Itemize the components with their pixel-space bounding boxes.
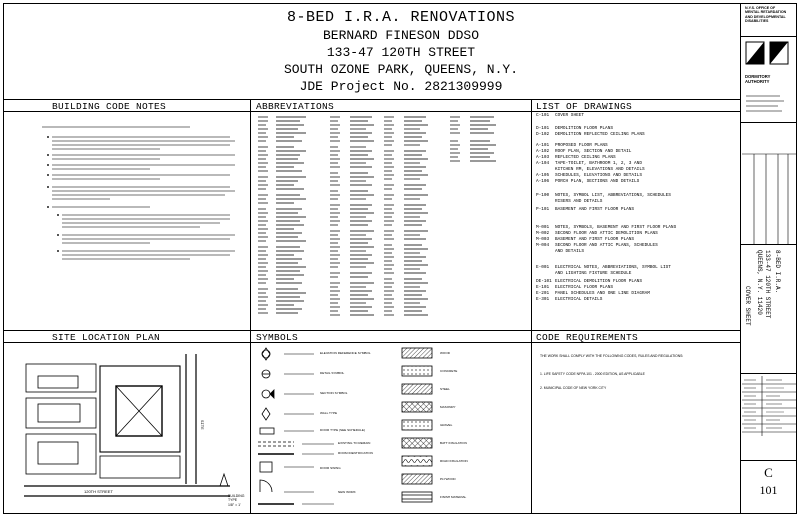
project-header (262, 10, 540, 93)
adjacent-lot (26, 434, 96, 474)
building-type-note: BUILDING TYPE (228, 494, 245, 502)
side-label: SITE (199, 420, 203, 430)
abbreviations-title: ABBREVIATIONS (256, 101, 335, 112)
street-label: 120TH STREET (84, 489, 113, 494)
agency-name: N.Y.S. OFFICE OF MENTAL RETARDATION AND DEVELOPMENTAL DISABILITIES (745, 6, 787, 24)
batt-insulation-swatch (402, 438, 432, 448)
drawing-row[interactable]: E-201 PANEL SCHEDULES AND ONE LINE DIAGRAM (536, 291, 650, 296)
building-code-notes-text (40, 115, 245, 325)
drawing-row[interactable]: P-101 BASEMENT AND FIRST FLOOR PLANS (536, 207, 635, 212)
site-plan-drawing (20, 346, 248, 512)
revision-table (742, 124, 796, 244)
code-requirement-item: 1. LIFE SAFETY CODE NFPA 101 - 2000 EDITION, AS APPLICABLE (540, 372, 645, 376)
material-label: RIGID INSULATION (440, 459, 468, 463)
drawing-row[interactable]: D-102 DEMOLITION REFLECTED CEILING PLANS (536, 132, 645, 137)
drawing-row[interactable]: A-101 PROPOSED FLOOR PLANS (536, 143, 608, 148)
masonry-swatch (402, 402, 432, 412)
scale-note: 1/8" = 1' (228, 503, 241, 507)
symbol-label: NEW WORK (338, 490, 356, 494)
drawing-row[interactable]: M-002 SECOND FLOOR AND ATTIC DEMOLITION PLANS (536, 231, 658, 236)
list-of-drawings-title: LIST OF DRAWINGS (536, 101, 633, 112)
title-block-sheet-name: COVER SHEET (744, 286, 751, 326)
sheet-number: 101 (759, 483, 778, 497)
code-requirement-item: 2. MUNICIPAL CODE OF NEW YORK CITY (540, 386, 607, 390)
authority-fine-print (744, 92, 794, 120)
symbol-label: ELEVATION REFERENCE SYMBOL (320, 351, 371, 355)
agency-logo-icon (744, 40, 794, 70)
north-arrow-icon (220, 474, 228, 486)
adjacent-building (38, 442, 78, 464)
title-block-city: QUEENS, N.Y. 11420 (756, 250, 763, 315)
finish-swatch (402, 492, 432, 502)
site-location-plan-title: SITE LOCATION PLAN (52, 332, 161, 343)
drawing-row[interactable]: M-001 NOTES, SYMBOLS, BASEMENT AND FIRST FLOOR PLANS (536, 225, 677, 230)
material-label: GRAVEL (440, 423, 453, 427)
adjacent-building (38, 376, 78, 388)
drawing-row[interactable]: A-106 PORCH PLAN, SECTIONS AND DETAILS (536, 179, 640, 184)
symbol-label: DOOR SWING (320, 466, 341, 470)
project-number: JDE Project No. 2821309999 (299, 79, 503, 94)
grid-top-line (4, 99, 740, 100)
room-id-icon (260, 462, 272, 472)
gravel-swatch (402, 420, 432, 430)
grid-divider-2 (531, 99, 532, 513)
adjacent-lot (26, 398, 96, 428)
plywood-swatch (402, 474, 432, 484)
drawing-row[interactable]: D-101 DEMOLITION FLOOR PLANS (536, 126, 613, 131)
grid-mid-line (4, 330, 740, 331)
symbol-label: WALL TYPE (320, 411, 338, 415)
drawing-row: AND LIGHTING FIXTURE SCHEDULE (555, 271, 632, 276)
material-label: STEEL (440, 387, 450, 391)
building-code-notes-title: BUILDING CODE NOTES (52, 101, 167, 112)
code-requirements-intro: THE WORK SHALL COMPLY WITH THE FOLLOWING CODES, RULES AND REGULATIONS: (540, 354, 684, 358)
code-requirements-title: CODE REQUIREMENTS (536, 332, 639, 343)
project-info-table (742, 376, 796, 444)
steel-swatch (402, 384, 432, 394)
project-lot (100, 366, 180, 452)
drawing-row[interactable]: DE-101 ELECTRICAL DEMOLITION FLOOR PLANS (536, 279, 642, 284)
drawing-row[interactable]: C-101 COVER SHEET (536, 113, 584, 118)
wall-type-icon (262, 408, 270, 420)
section-symbol-icon (262, 390, 270, 398)
door-swing-icon (260, 480, 272, 492)
material-label: BATT INSULATION (440, 441, 467, 445)
drawing-row[interactable]: A-105 SCHEDULES, ELEVATIONS AND DETAILS (536, 173, 642, 178)
drawing-row[interactable]: E-301 ELECTRICAL DETAILS (536, 297, 603, 302)
material-swatches (398, 344, 438, 512)
sheet-letter: C (764, 465, 773, 480)
symbols-title: SYMBOLS (256, 332, 299, 343)
grid-divider-1 (250, 99, 251, 513)
material-label: MASONRY (440, 405, 456, 409)
material-label: WOOD (440, 351, 450, 355)
symbol-label: EXISTING TO REMAIN (338, 441, 371, 445)
title-block-project-name: 8-BED I.R.A. (774, 250, 781, 294)
adjacent-lot (100, 456, 180, 478)
door-type-icon (260, 428, 274, 434)
wood-swatch (402, 348, 432, 358)
elevation-symbol-icon (262, 350, 270, 358)
material-label: CONCRETE (440, 369, 458, 373)
symbol-label: ROOM IDENTIFICATION (338, 451, 373, 455)
title-block-address: 133-47 120TH STREET (764, 250, 771, 319)
concrete-swatch (402, 366, 432, 376)
project-address: 133-47 120TH STREET (326, 45, 476, 60)
authority-name: DORMITORY AUTHORITY (745, 74, 771, 84)
drawing-row[interactable]: A-102 ROOF PLAN, SECTION AND DETAIL (536, 149, 632, 154)
title-block-divider (740, 3, 741, 514)
drawing-row: KITCHEN RM, ELEVATIONS AND DETAILS (555, 167, 645, 172)
material-label: FINISH MATERIAL (440, 495, 467, 499)
client-name: BERNARD FINESON DDSO (322, 28, 480, 43)
adjacent-building (38, 404, 80, 422)
symbol-label: DETAIL SYMBOL (320, 371, 345, 375)
rigid-insulation-swatch (402, 456, 432, 466)
drawing-row[interactable]: A-104 TAPE-TOILET, BATHROOM 1, 2, 3 AND (536, 161, 642, 166)
abbreviations-table (254, 115, 529, 327)
drawing-row[interactable]: P-100 NOTES, SYMBOL LIST, ABBREVIATIONS, SCHEDULES (536, 193, 671, 198)
project-city: SOUTH OZONE PARK, QUEENS, N.Y. (283, 62, 519, 77)
drawing-row[interactable]: E-001 ELECTRICAL NOTES, ABBREVIATIONS, SYMBOL LIST (536, 265, 671, 270)
drawing-row: RISERS AND DETAILS (555, 199, 603, 204)
project-title: 8-BED I.R.A. RENOVATIONS (286, 9, 516, 26)
symbol-label: SECTION SYMBOL (320, 391, 348, 395)
drawing-row: AND DETAILS (555, 249, 584, 254)
drawing-row[interactable]: M-003 BASEMENT AND FIRST FLOOR PLANS (536, 237, 635, 242)
symbol-label: DOOR TYPE (SEE SCHEDULE) (320, 428, 365, 432)
drawing-row[interactable]: E-101 ELECTRICAL FLOOR PLANS (536, 285, 613, 290)
drawing-row[interactable]: A-103 REFLECTED CEILING PLANS (536, 155, 616, 160)
material-label: PLYWOOD (440, 477, 456, 481)
drawing-row[interactable]: M-004 SECOND FLOOR AND ATTIC PLANS, SCHEDULES (536, 243, 658, 248)
